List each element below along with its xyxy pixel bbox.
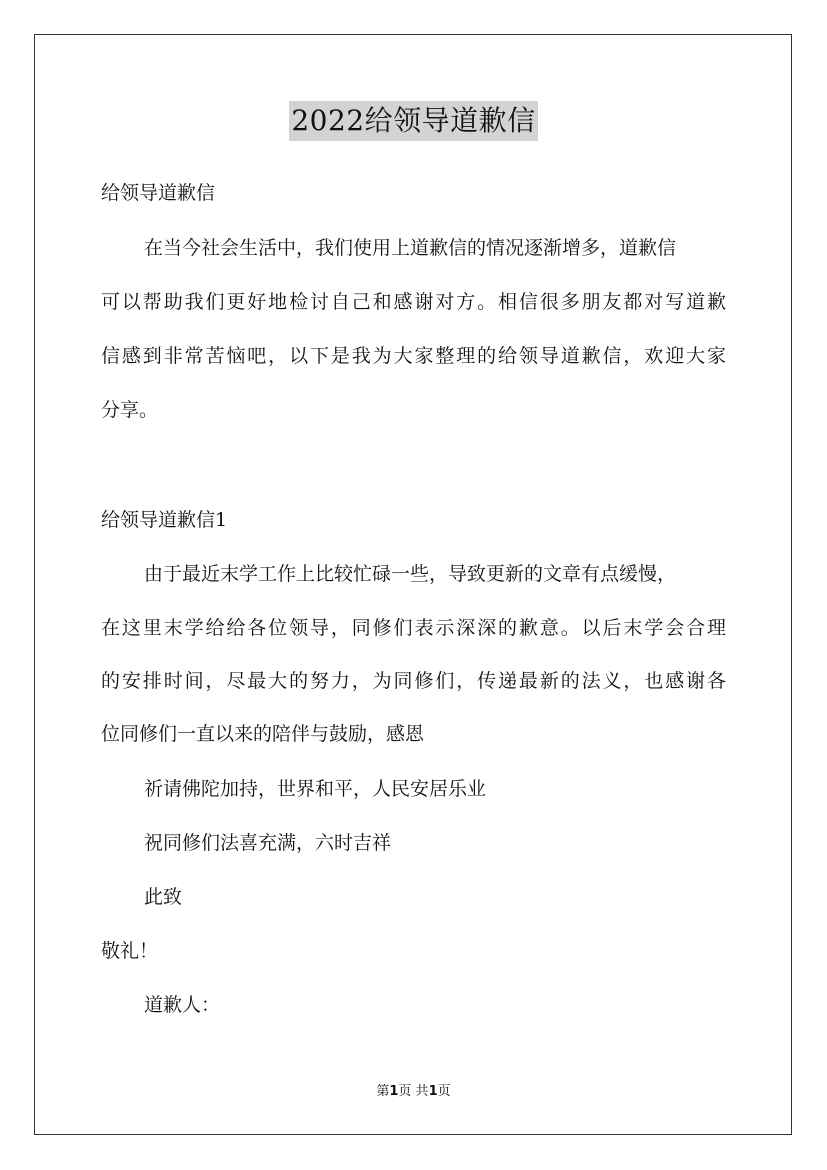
footer-page-prefix: 第 bbox=[376, 1084, 390, 1099]
closing-line-2: 敬礼！ bbox=[101, 940, 159, 962]
section-heading: 给领导道歉信1 bbox=[101, 509, 228, 531]
intro-line-3: 信感到非常苦恼吧，以下是我为大家整理的给领导道歉信，欢迎大家 bbox=[101, 345, 726, 367]
signature-line: 道歉人： bbox=[144, 994, 221, 1016]
blessing-line-1: 祈请佛陀加持，世界和平，人民安居乐业 bbox=[144, 778, 487, 800]
body-line-1: 由于最近末学工作上比较忙碌一些，导致更新的文章有点缓慢， bbox=[144, 563, 677, 585]
footer-page-number: 1 bbox=[389, 1084, 399, 1099]
body-line-2: 在这里末学给给各位领导，同修们表示深深的歉意。以后末学会合理 bbox=[101, 617, 726, 639]
page-footer bbox=[0, 1083, 827, 1101]
document-title-wrapper bbox=[0, 101, 827, 141]
blessing-line-2: 祝同修们法喜充满，六时吉祥 bbox=[144, 832, 392, 854]
intro-line-1: 在当今社会生活中，我们使用上道歉信的情况逐渐增多，道歉信 bbox=[144, 237, 677, 259]
intro-line-4: 分享。 bbox=[101, 399, 159, 421]
footer-page-total: 1 bbox=[428, 1084, 438, 1099]
intro-line-2: 可以帮助我们更好地检讨自己和感谢对方。相信很多朋友都对写道歉 bbox=[101, 291, 726, 313]
subtitle: 给领导道歉信 bbox=[101, 182, 216, 204]
footer-page-middle: 页 共 bbox=[398, 1084, 429, 1099]
body-line-3: 的安排时间，尽最大的努力，为同修们，传递最新的法义，也感谢各 bbox=[101, 670, 726, 692]
closing-line-1: 此致 bbox=[144, 886, 183, 908]
body-line-4: 位同修们一直以来的陪伴与鼓励，感恩 bbox=[101, 723, 425, 745]
document-title: 2022给领导道歉信 bbox=[289, 101, 537, 141]
footer-page-suffix: 页 bbox=[437, 1084, 451, 1099]
